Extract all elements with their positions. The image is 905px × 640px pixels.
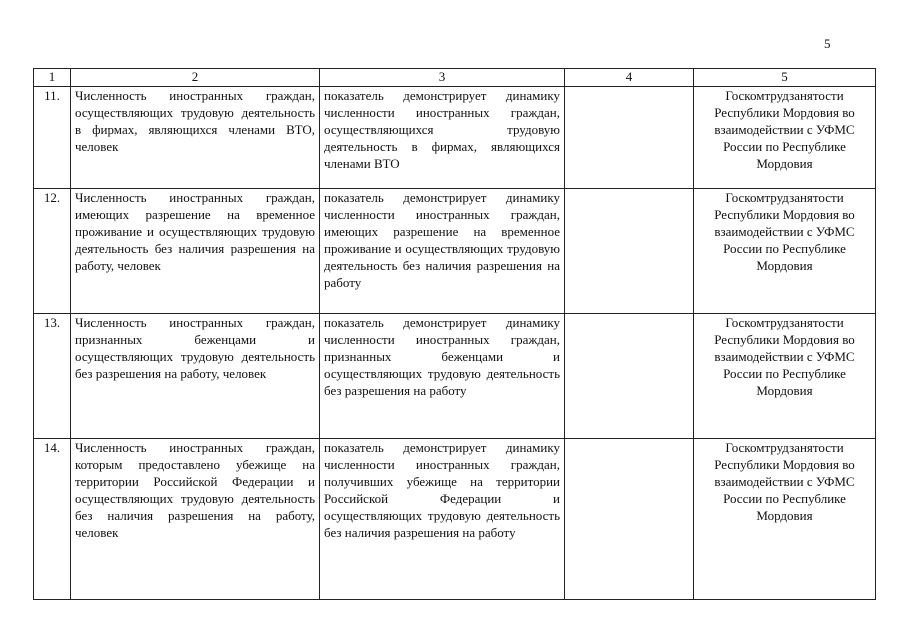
responsible-body: Госкомтрудзанятости Республики Мордовия во взаимодействии с УФМС России по Республике Мордовия (694, 189, 876, 314)
page-number: 5 (824, 36, 831, 51)
indicator-description: показатель демонстрирует динамику численности иностранных граждан, получивших убежище на территории Российской Федерации и осуществляющих трудовую деятельность без наличия разрешения на работу (320, 439, 565, 600)
column-4-cell (565, 87, 694, 189)
indicator-name: Численность иностранных граждан, осуществляющих трудовую деятельность в фирмах, являющихся членами ВТО, человек (71, 87, 320, 189)
table-row (34, 87, 876, 189)
column-4-cell (565, 439, 694, 600)
row-number: 14. (34, 439, 71, 600)
header-cell-5: 5 (694, 69, 876, 87)
indicator-name: Численность иностранных граждан, признанных беженцами и осуществляющих трудовую деятельность без разрешения на работу, человек (71, 314, 320, 439)
table-row (34, 189, 876, 314)
responsible-body: Госкомтрудзанятости Республики Мордовия во взаимодействии с УФМС России по Республике Мордовия (694, 439, 876, 600)
header-cell-3: 3 (320, 69, 565, 87)
table-header-row (34, 69, 876, 87)
header-cell-4: 4 (565, 69, 694, 87)
row-number: 11. (34, 87, 71, 189)
table-row (34, 314, 876, 439)
header-cell-1: 1 (34, 69, 71, 87)
indicator-name: Численность иностранных граждан, имеющих разрешение на временное проживание и осуществляющих трудовую деятельность без наличия разрешения на работу, человек (71, 189, 320, 314)
indicator-description: показатель демонстрирует динамику численности иностранных граждан, осуществляющихся трудовую деятельность в фирмах, являющихся членами ВТО (320, 87, 565, 189)
indicator-name: Численность иностранных граждан, которым предоставлено убежище на территории Российской Федерации и осуществляющих трудовую деятельность без наличия разрешения на работу, человек (71, 439, 320, 600)
column-4-cell (565, 314, 694, 439)
indicator-description: показатель демонстрирует динамику численности иностранных граждан, признанных беженцами и осуществляющих трудовую деятельность без разрешения на работу (320, 314, 565, 439)
indicator-description: показатель демонстрирует динамику численности иностранных граждан, имеющих разрешение на временное проживание и осуществляющих трудовую деятельность без наличия разрешения на работу (320, 189, 565, 314)
responsible-body: Госкомтрудзанятости Республики Мордовия во взаимодействии с УФМС России по Республике Мордовия (694, 87, 876, 189)
row-number: 13. (34, 314, 71, 439)
table-row (34, 439, 876, 600)
indicators-table (33, 68, 876, 600)
header-cell-2: 2 (71, 69, 320, 87)
responsible-body: Госкомтрудзанятости Республики Мордовия во взаимодействии с УФМС России по Республике Мордовия (694, 314, 876, 439)
row-number: 12. (34, 189, 71, 314)
column-4-cell (565, 189, 694, 314)
